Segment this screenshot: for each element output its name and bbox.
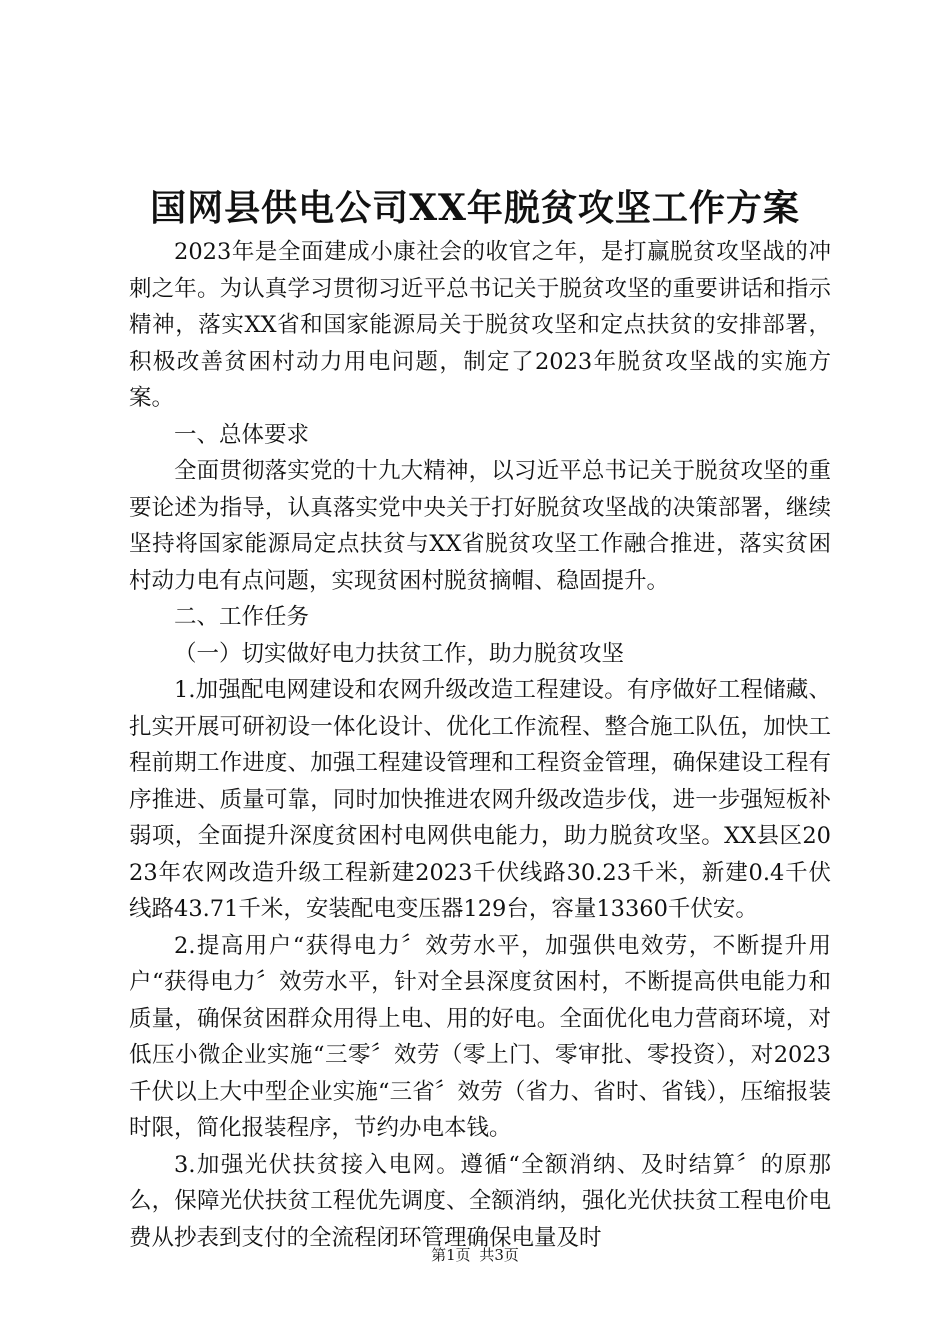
heading-overall-requirements: 一、总体要求 bbox=[174, 421, 310, 448]
subheading-power-poverty-alleviation: （一）切实做好电力扶贫工作，助力脱贫攻坚 bbox=[174, 640, 625, 667]
document-title: 国网县供电公司XX年脱贫攻坚工作方案 bbox=[150, 187, 800, 229]
paragraph-task-2: 2.提高用户“获得电力〞效劳水平，加强供电效劳，不断提升用户“获得电力〞效劳水平，针对全县深度贫困村，不断提高供电能力和质量，确保贫困群众用得上电、用的好电。全面优化电力营商环境，对低压小微企业实施“三零〞效劳（零上门、零审批、零投资），对2023千伏以上大中型企业实施“三省〞效劳（省力、省时、省钱），压缩报装时限，简化报装程序，节约办电本钱。 bbox=[129, 932, 831, 1141]
paragraph-task-3: 3.加强光伏扶贫接入电网。遵循“全额消纳、及时结算〞的原那么，保障光伏扶贫工程优先调度、全额消纳，强化光伏扶贫工程电价电费从抄表到支付的全流程闭环管理确保电量及时 bbox=[129, 1151, 831, 1251]
document-body bbox=[129, 234, 831, 1256]
page-footer bbox=[0, 1245, 950, 1265]
paragraph-intro: 2023年是全面建成小康社会的收官之年，是打赢脱贫攻坚战的冲刺之年。为认真学习贯彻习近平总书记关于脱贫攻坚的重要讲话和指示精神，落实XX省和国家能源局关于脱贫攻坚和定点扶贫的安排部署，积极改善贫困村动力用电问题，制定了2023年脱贫攻坚战的实施方案。 bbox=[129, 239, 831, 411]
heading-work-tasks: 二、工作任务 bbox=[174, 604, 310, 630]
paragraph-task-1: 1.加强配电网建设和农网升级改造工程建设。有序做好工程储藏、扎实开展可研初设一体化设计、优化工作流程、整合施工队伍，加快工程前期工作进度、加强工程建设管理和工程资金管理，确保建设工程有序推进、质量可靠，同时加快推进农网升级改造步伐，进一步强短板补弱项，全面提升深度贫困村电网供电能力，助力脱贫攻坚。XX县区2023年农网改造升级工程新建2023千伏线路30.23千米，新建0.4千伏线路43.71千米，安装配电变压器129台，容量13360千伏安。 bbox=[129, 677, 831, 922]
page-total: 共3页 bbox=[479, 1246, 519, 1264]
paragraph-overall-requirements: 全面贯彻落实党的十九大精神，以习近平总书记关于脱贫攻坚的重要论述为指导，认真落实党中央关于打好脱贫攻坚战的决策部署，继续坚持将国家能源局定点扶贫与XX省脱贫攻坚工作融合推进，落实贫困村动力电有点问题，实现贫困村脱贫摘帽、稳固提升。 bbox=[129, 458, 831, 594]
page-number: 第1页 bbox=[431, 1246, 471, 1264]
